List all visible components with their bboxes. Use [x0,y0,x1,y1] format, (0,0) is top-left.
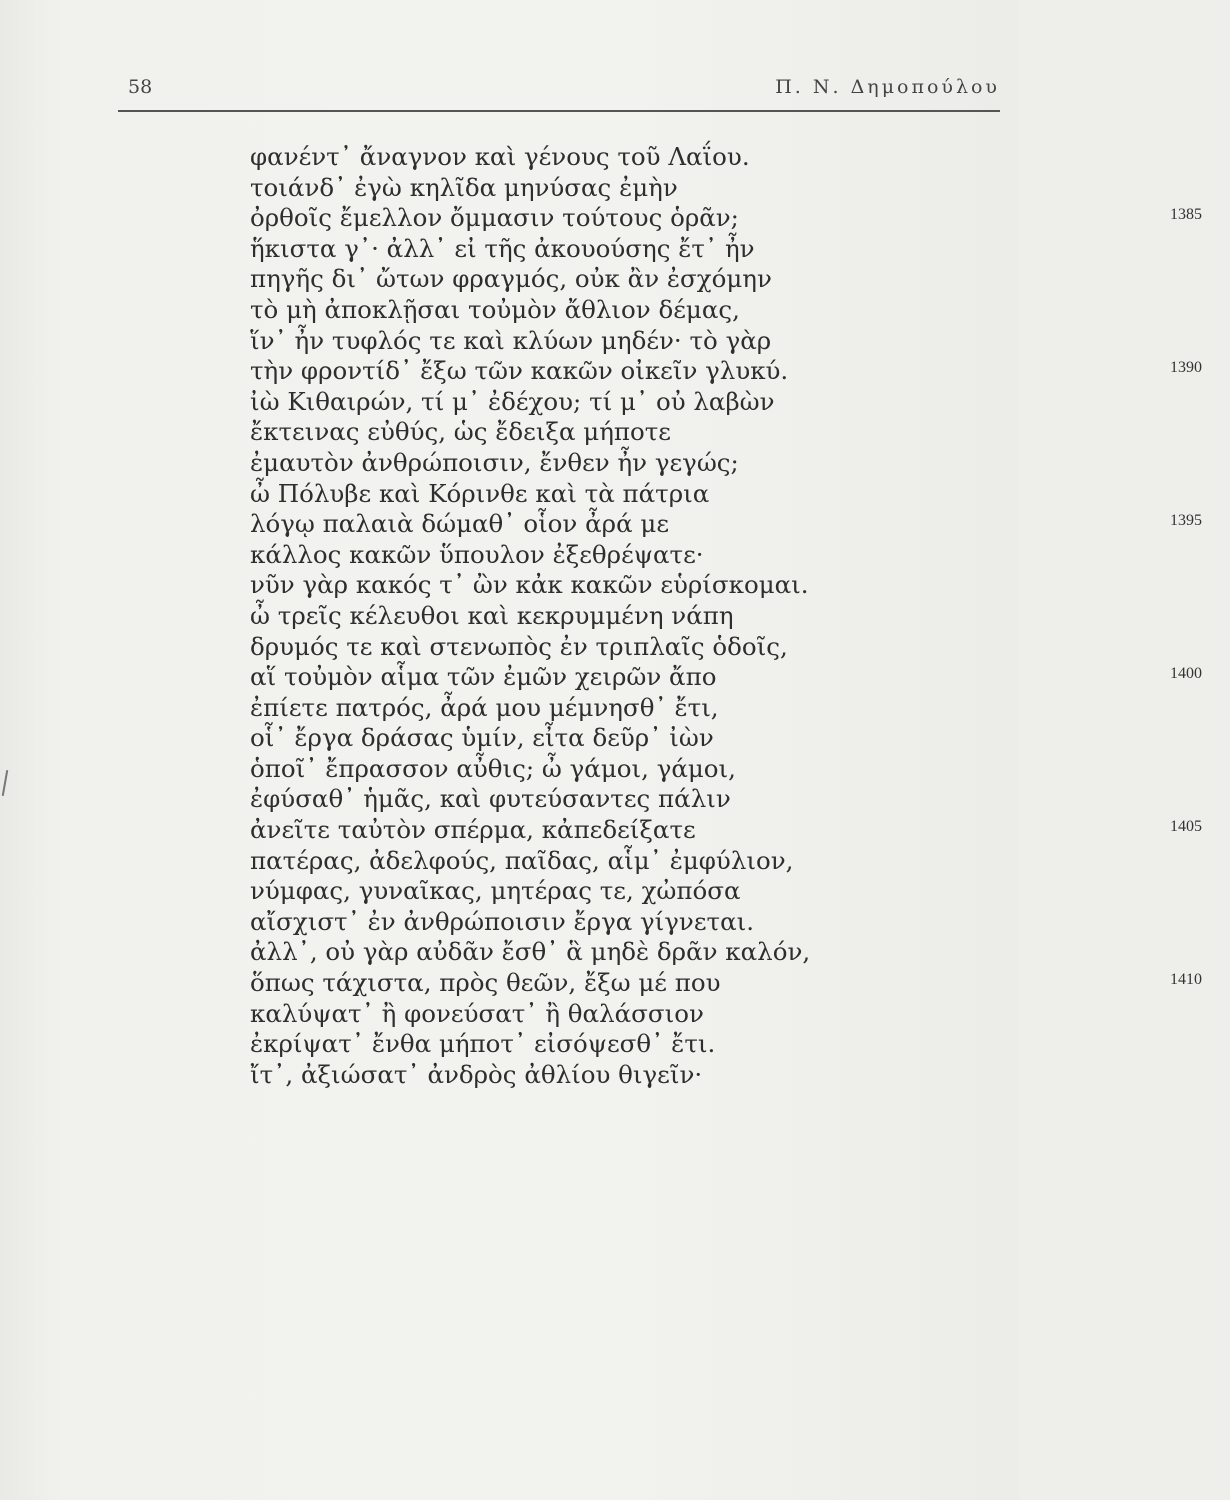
verse-line: ἀνεῖτε ταὐτὸν σπέρμα, κἀπεδείξατε [250,815,696,845]
verse-line: ἐκρίψατ᾽ ἔνθα μήποτ᾽ εἰσόψεσθ᾽ ἔτι. [250,1029,716,1059]
verse-line: κάλλος κακῶν ὕπουλον ἐξεθρέψατε· [250,539,704,569]
running-head: Π. Ν. Δημοπούλου [775,76,1000,98]
verse-line: ἀλλ᾽, οὐ γὰρ αὐδᾶν ἔσθ᾽ ἃ μηδὲ δρᾶν καλόν, [250,937,811,967]
header-rule [118,110,1000,112]
verse-line: τὸ μὴ ἀποκλῇσαι τοὐμὸν ἄθλιον δέμας, [250,294,740,324]
line-number: 1405 [1170,818,1202,836]
verse-line: οἷ᾽ ἔργα δράσας ὑμίν, εἶτα δεῦρ᾽ ἰὼν [250,723,714,753]
verse-line: ὅπως τάχιστα, πρὸς θεῶν, ἔξω μέ που [250,968,721,998]
verse-line: πατέρας, ἀδελφούς, παῖδας, αἷμ᾽ ἐμφύλιον, [250,845,794,875]
verse-line: λόγῳ παλαιὰ δώμαθ᾽ οἷον ἆρά με [250,509,670,539]
verse-line: νῦν γὰρ κακός τ᾽ ὢν κἀκ κακῶν εὑρίσκομαι. [250,570,809,600]
verse-line: δρυμός τε καὶ στενωπὸς ἐν τριπλαῖς ὁδοῖς, [250,631,788,661]
verse-line: ὦ Πόλυβε καὶ Κόρινθε καὶ τὰ πάτρια [250,478,710,508]
verse-line: φανέντ᾽ ἄναγνον καὶ γένους τοῦ Λαΐου. [250,142,750,171]
verse-line: ἵν᾽ ἦν τυφλός τε καὶ κλύων μηδέν· τὸ γὰρ [250,325,772,355]
verse-line: πηγῆς δι᾽ ὤτων φραγμός, οὐκ ἂν ἐσχόμην [250,264,772,294]
verse-line: ἥκιστα γ᾽· ἀλλ᾽ εἰ τῆς ἀκουούσης ἔτ᾽ ἦν [250,233,755,263]
line-number: 1410 [1170,971,1202,989]
verse-line: ἐπίετε πατρός, ἆρά μου μέμνησθ᾽ ἔτι, [250,692,719,722]
verse-line: ἰὼ Κιθαιρών, τί μ᾽ ἐδέχου; τί μ᾽ οὐ λαβὼν [250,386,775,416]
verse-line: αἵ τοὐμὸν αἷμα τῶν ἐμῶν χειρῶν ἄπο [250,662,717,692]
line-number: 1395 [1170,512,1202,530]
verse-line: ὁποῖ᾽ ἔπρασσον αὖθις; ὦ γάμοι, γάμοι, [250,753,736,783]
line-number: 1400 [1170,665,1202,683]
verse-line: νύμφας, γυναῖκας, μητέρας τε, χὠπόσα [250,876,741,906]
verse-line: αἴσχιστ᾽ ἐν ἀνθρώποισιν ἔργα γίγνεται. [250,906,755,936]
verse-line: καλύψατ᾽ ἢ φονεύσατ᾽ ἢ θαλάσσιον [250,998,704,1028]
verse-line: ἐμαυτὸν ἀνθρώποισιν, ἔνθεν ἦν γεγώς; [250,447,739,477]
verse-line: ὀρθοῖς ἔμελλον ὄμμασιν τούτους ὁρᾶν; [250,203,739,233]
verse-line: ἴτ᾽, ἀξιώσατ᾽ ἀνδρὸς ἀθλίου θιγεῖν· [250,1059,703,1089]
line-number: 1385 [1170,206,1202,224]
verse-line: ὦ τρεῖς κέλευθοι καὶ κεκρυμμένη νάπη [250,600,734,630]
verse-block [250,142,1202,1090]
verse-line: ἐφύσαθ᾽ ἡμᾶς, καὶ φυτεύσαντες πάλιν [250,784,731,814]
verse-line: τοιάνδ᾽ ἐγὼ κηλῖδα μηνύσας ἐμὴν [250,172,678,202]
page-number: 58 [128,76,153,98]
verse-line: τὴν φροντίδ᾽ ἔξω τῶν κακῶν οἰκεῖν γλυκύ. [250,356,789,386]
line-number: 1390 [1170,359,1202,377]
page-header [118,70,1000,110]
verse-line: ἔκτεινας εὐθύς, ὡς ἔδειξα μήποτε [250,417,671,447]
margin-mark [2,770,8,796]
